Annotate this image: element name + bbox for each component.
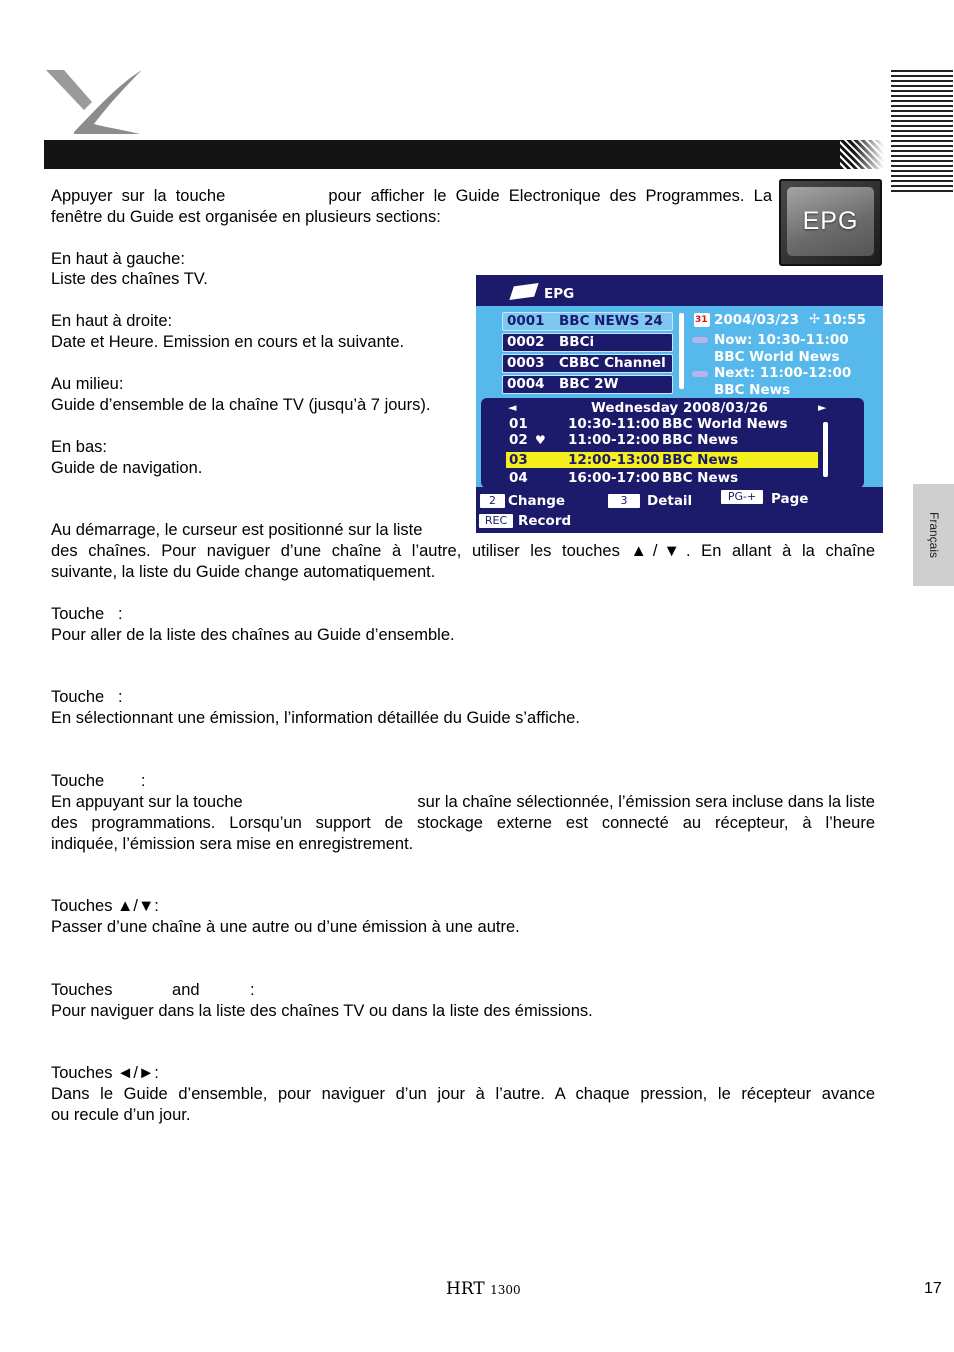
guide-row-title: BBC World News <box>662 416 788 432</box>
channel-name: CBBC Channel <box>559 355 666 371</box>
header-bar-fade <box>840 140 884 169</box>
key-1-text: Pour aller de la liste des chaînes au Guide d’ensemble. <box>51 626 455 644</box>
key-2-text: En sélectionnant une émission, l’information détaillée du Guide s’affiche. <box>51 709 580 727</box>
brand-logo <box>44 66 144 136</box>
intro-w1: Appuyer sur la touche <box>51 187 226 205</box>
guide-row-time: 10:30-11:00 <box>568 416 660 432</box>
calendar-day: 31 <box>695 315 708 325</box>
key-3-line-1-b: sur la chaîne sélectionnée, l’émission sera incluse dans la liste <box>417 793 875 811</box>
channel-scrollbar[interactable] <box>679 313 684 389</box>
page-label: Page <box>771 491 809 507</box>
key-4-text: Passer d’une chaîne à une autre ou d’une émission à une autre. <box>51 918 520 936</box>
channel-num: 0004 <box>507 376 545 392</box>
guide-day: Wednesday 2008/03/26 <box>591 400 768 416</box>
start-line-3: suivante, la liste du Guide change automatiquement. <box>51 563 436 581</box>
start-line-2: des chaînes. Pour naviguer d’une chaîne à l’autre, utiliser les touches ▲/▼. En allant à la chaîne <box>51 542 875 560</box>
section-4-text: Guide de navigation. <box>51 459 203 477</box>
channel-name: BBCi <box>559 334 595 350</box>
section-1-head: En haut à gauche: <box>51 250 185 268</box>
key-3-line-2: des programmations. Lorsqu’un support de stockage externe est connecté au récepteur, à l’heure <box>51 814 875 832</box>
key-5-head: Touches and : <box>51 981 255 999</box>
guide-row-time: 11:00-12:00 <box>568 432 660 448</box>
key-6-head: Touches ◄/►: <box>51 1064 159 1082</box>
header-stripes <box>891 70 953 194</box>
next-day-icon[interactable]: ► <box>818 401 827 414</box>
now-label: Now: 10:30-11:00 <box>714 332 849 348</box>
channel-item[interactable] <box>502 354 673 373</box>
heart-icon: ♥ <box>535 433 546 447</box>
guide-row-idx: 02 <box>509 432 528 448</box>
channel-num: 0001 <box>507 313 545 329</box>
guide-row-idx: 04 <box>509 470 528 486</box>
channel-item[interactable] <box>502 333 673 352</box>
epg-button-label: EPG <box>802 207 859 235</box>
section-2-text: Date et Heure. Emission en cours et la suivante. <box>51 333 405 351</box>
channel-item[interactable] <box>502 375 673 394</box>
key-2-tag: 2 <box>480 494 505 508</box>
language-tab-label: Français <box>926 511 941 559</box>
channel-num: 0003 <box>507 355 545 371</box>
key-5-text: Pour naviguer dans la liste des chaînes TV ou dans la liste des émissions. <box>51 1002 593 1020</box>
intro-line-1 <box>51 186 772 207</box>
guide-row-time: 12:00-13:00 <box>568 452 660 468</box>
guide-row-title: BBC News <box>662 452 739 468</box>
guide-row-time: 16:00-17:00 <box>568 470 660 486</box>
epg-time: 10:55 <box>823 312 866 328</box>
section-4-head: En bas: <box>51 438 107 456</box>
key-3-line-3: indiquée, l’émission sera mise en enregistrement. <box>51 835 414 853</box>
epg-remote-button <box>779 179 882 266</box>
footer-brand <box>446 1279 521 1299</box>
rec-key-tag: REC <box>479 514 513 528</box>
start-line-1: Au démarrage, le curseur est positionné sur la liste <box>51 521 423 539</box>
epg-date: 2004/03/23 <box>714 312 800 328</box>
channel-name: BBC NEWS 24 <box>559 313 663 329</box>
intro-w2: pour afficher le Guide Electronique des Programmes. La <box>328 187 772 205</box>
epg-title: EPG <box>544 286 575 302</box>
section-3-text: Guide d’ensemble de la chaîne TV (jusqu’à 7 jours). <box>51 396 431 414</box>
now-icon <box>692 337 708 343</box>
header-bar <box>44 140 844 169</box>
epg-top-bar <box>476 275 883 306</box>
key-3-line-1-a: En appuyant sur la touche <box>51 793 243 811</box>
guide-row-idx: 01 <box>509 416 528 432</box>
section-1-text: Liste des chaînes TV. <box>51 270 208 288</box>
next-label: Next: 11:00-12:00 <box>714 365 852 381</box>
guide-row-title: BBC News <box>662 470 739 486</box>
guide-row-idx: 03 <box>509 452 528 468</box>
language-tab <box>913 484 954 586</box>
next-icon <box>692 371 708 377</box>
key-2-head: Touche : <box>51 688 123 706</box>
detail-label: Detail <box>647 493 693 509</box>
key-3-tag: 3 <box>608 494 640 508</box>
calendar-icon <box>694 313 710 327</box>
channel-name: BBC 2W <box>559 376 619 392</box>
page-number: 17 <box>924 1280 942 1297</box>
guide-row-title: BBC News <box>662 432 739 448</box>
page-key-tag: PG-+ <box>721 490 763 504</box>
intro-line-2: fenêtre du Guide est organisée en plusieurs sections: <box>51 208 441 226</box>
key-4-head: Touches ▲/▼: <box>51 897 159 915</box>
key-6-line-2: ou recule d’un jour. <box>51 1106 191 1124</box>
section-2-head: En haut à droite: <box>51 312 173 330</box>
key-3-head: Touche : <box>51 772 146 790</box>
key-6-line-1: Dans le Guide d’ensemble, pour naviguer d’un jour à l’autre. A chaque pression, le récepteur avance <box>51 1085 875 1103</box>
channel-item[interactable] <box>502 312 673 331</box>
now-title: BBC World News <box>714 349 840 365</box>
section-3-head: Au milieu: <box>51 375 124 393</box>
footer-brand-name: HRT <box>446 1279 485 1299</box>
key-1-head: Touche : <box>51 605 123 623</box>
guide-scrollbar[interactable] <box>823 422 828 477</box>
prev-day-icon[interactable]: ◄ <box>508 401 517 414</box>
next-title: BBC News <box>714 382 791 398</box>
clock-icon: ✢ <box>809 312 820 327</box>
channel-num: 0002 <box>507 334 545 350</box>
change-label: Change <box>508 493 566 509</box>
epg-screen <box>476 275 883 533</box>
footer-model: 1300 <box>490 1283 521 1297</box>
record-label: Record <box>518 513 572 529</box>
key-3-line-1 <box>51 792 875 813</box>
